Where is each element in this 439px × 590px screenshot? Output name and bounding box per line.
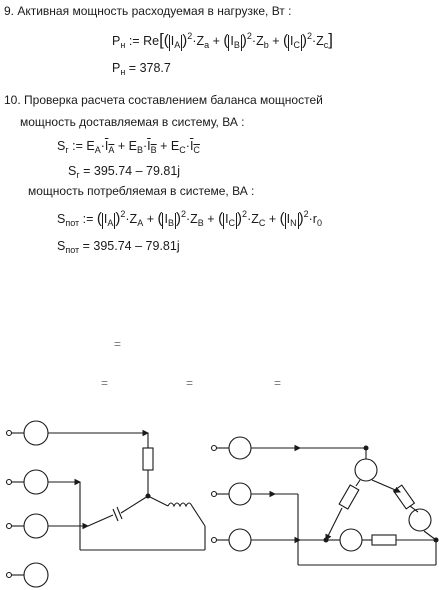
- delta-circuit-diagram: [212, 437, 439, 565]
- active-power-result: $P_н = 378.7$: [112, 61, 171, 77]
- consumed-power-result: $S_{пот} = 395.74 - 79.81j$: [57, 239, 180, 255]
- stray-equals-3: =: [186, 376, 194, 390]
- section-10-heading: 10. Проверка расчета составлением баланса мощностей: [4, 93, 323, 107]
- ph-symbol: $P_н$: [112, 34, 126, 50]
- supplied-power-formula: $S_г$ := $E_A\cdot\overline{I}_{\overline{A}} + E_B\cdot\overline{I}_{\overline{B}} + E_C\cdot\overline{I}_{\overline{C}}$: [57, 139, 200, 155]
- sr-result-value: 395.74 – 79.81j: [93, 164, 181, 178]
- supplied-power-result: $S_г = 395.74 - 79.81j$: [68, 164, 181, 180]
- spot-result-value: 395.74 – 79.81j: [93, 239, 180, 253]
- consumed-power-label: мощность потребляемая в системе, ВА :: [28, 184, 255, 198]
- active-power-formula: $P_н$ := Re[( $I_A$ )$^2\cdot Z_a$ + ( $I_B$ )$^2\cdot Z_b$ + ( $I_C$ )$^2\cdot Z_c$]: [112, 30, 334, 50]
- ph-result-value: 378.7: [139, 61, 171, 75]
- stray-equals-4: =: [274, 376, 282, 390]
- star-circuit-diagram: [7, 421, 206, 587]
- stray-equals-2: =: [101, 376, 109, 390]
- section-9-heading: 9. Активная мощность расходуемая в нагрузке, Вт :: [4, 4, 292, 18]
- stray-equals-1: =: [114, 337, 122, 351]
- supplied-power-label: мощность доставляемая в систему, ВА :: [20, 115, 245, 129]
- consumed-power-formula: $S_{пот}$ := ( $I_A$ )$^2\cdot Z_A$ + ( $I_B$ )$^2\cdot Z_B$ + ( $I_C$ )$^2\cdot Z_C$ + ( $I_N$ )$^2\cdot r_0$: [57, 209, 322, 228]
